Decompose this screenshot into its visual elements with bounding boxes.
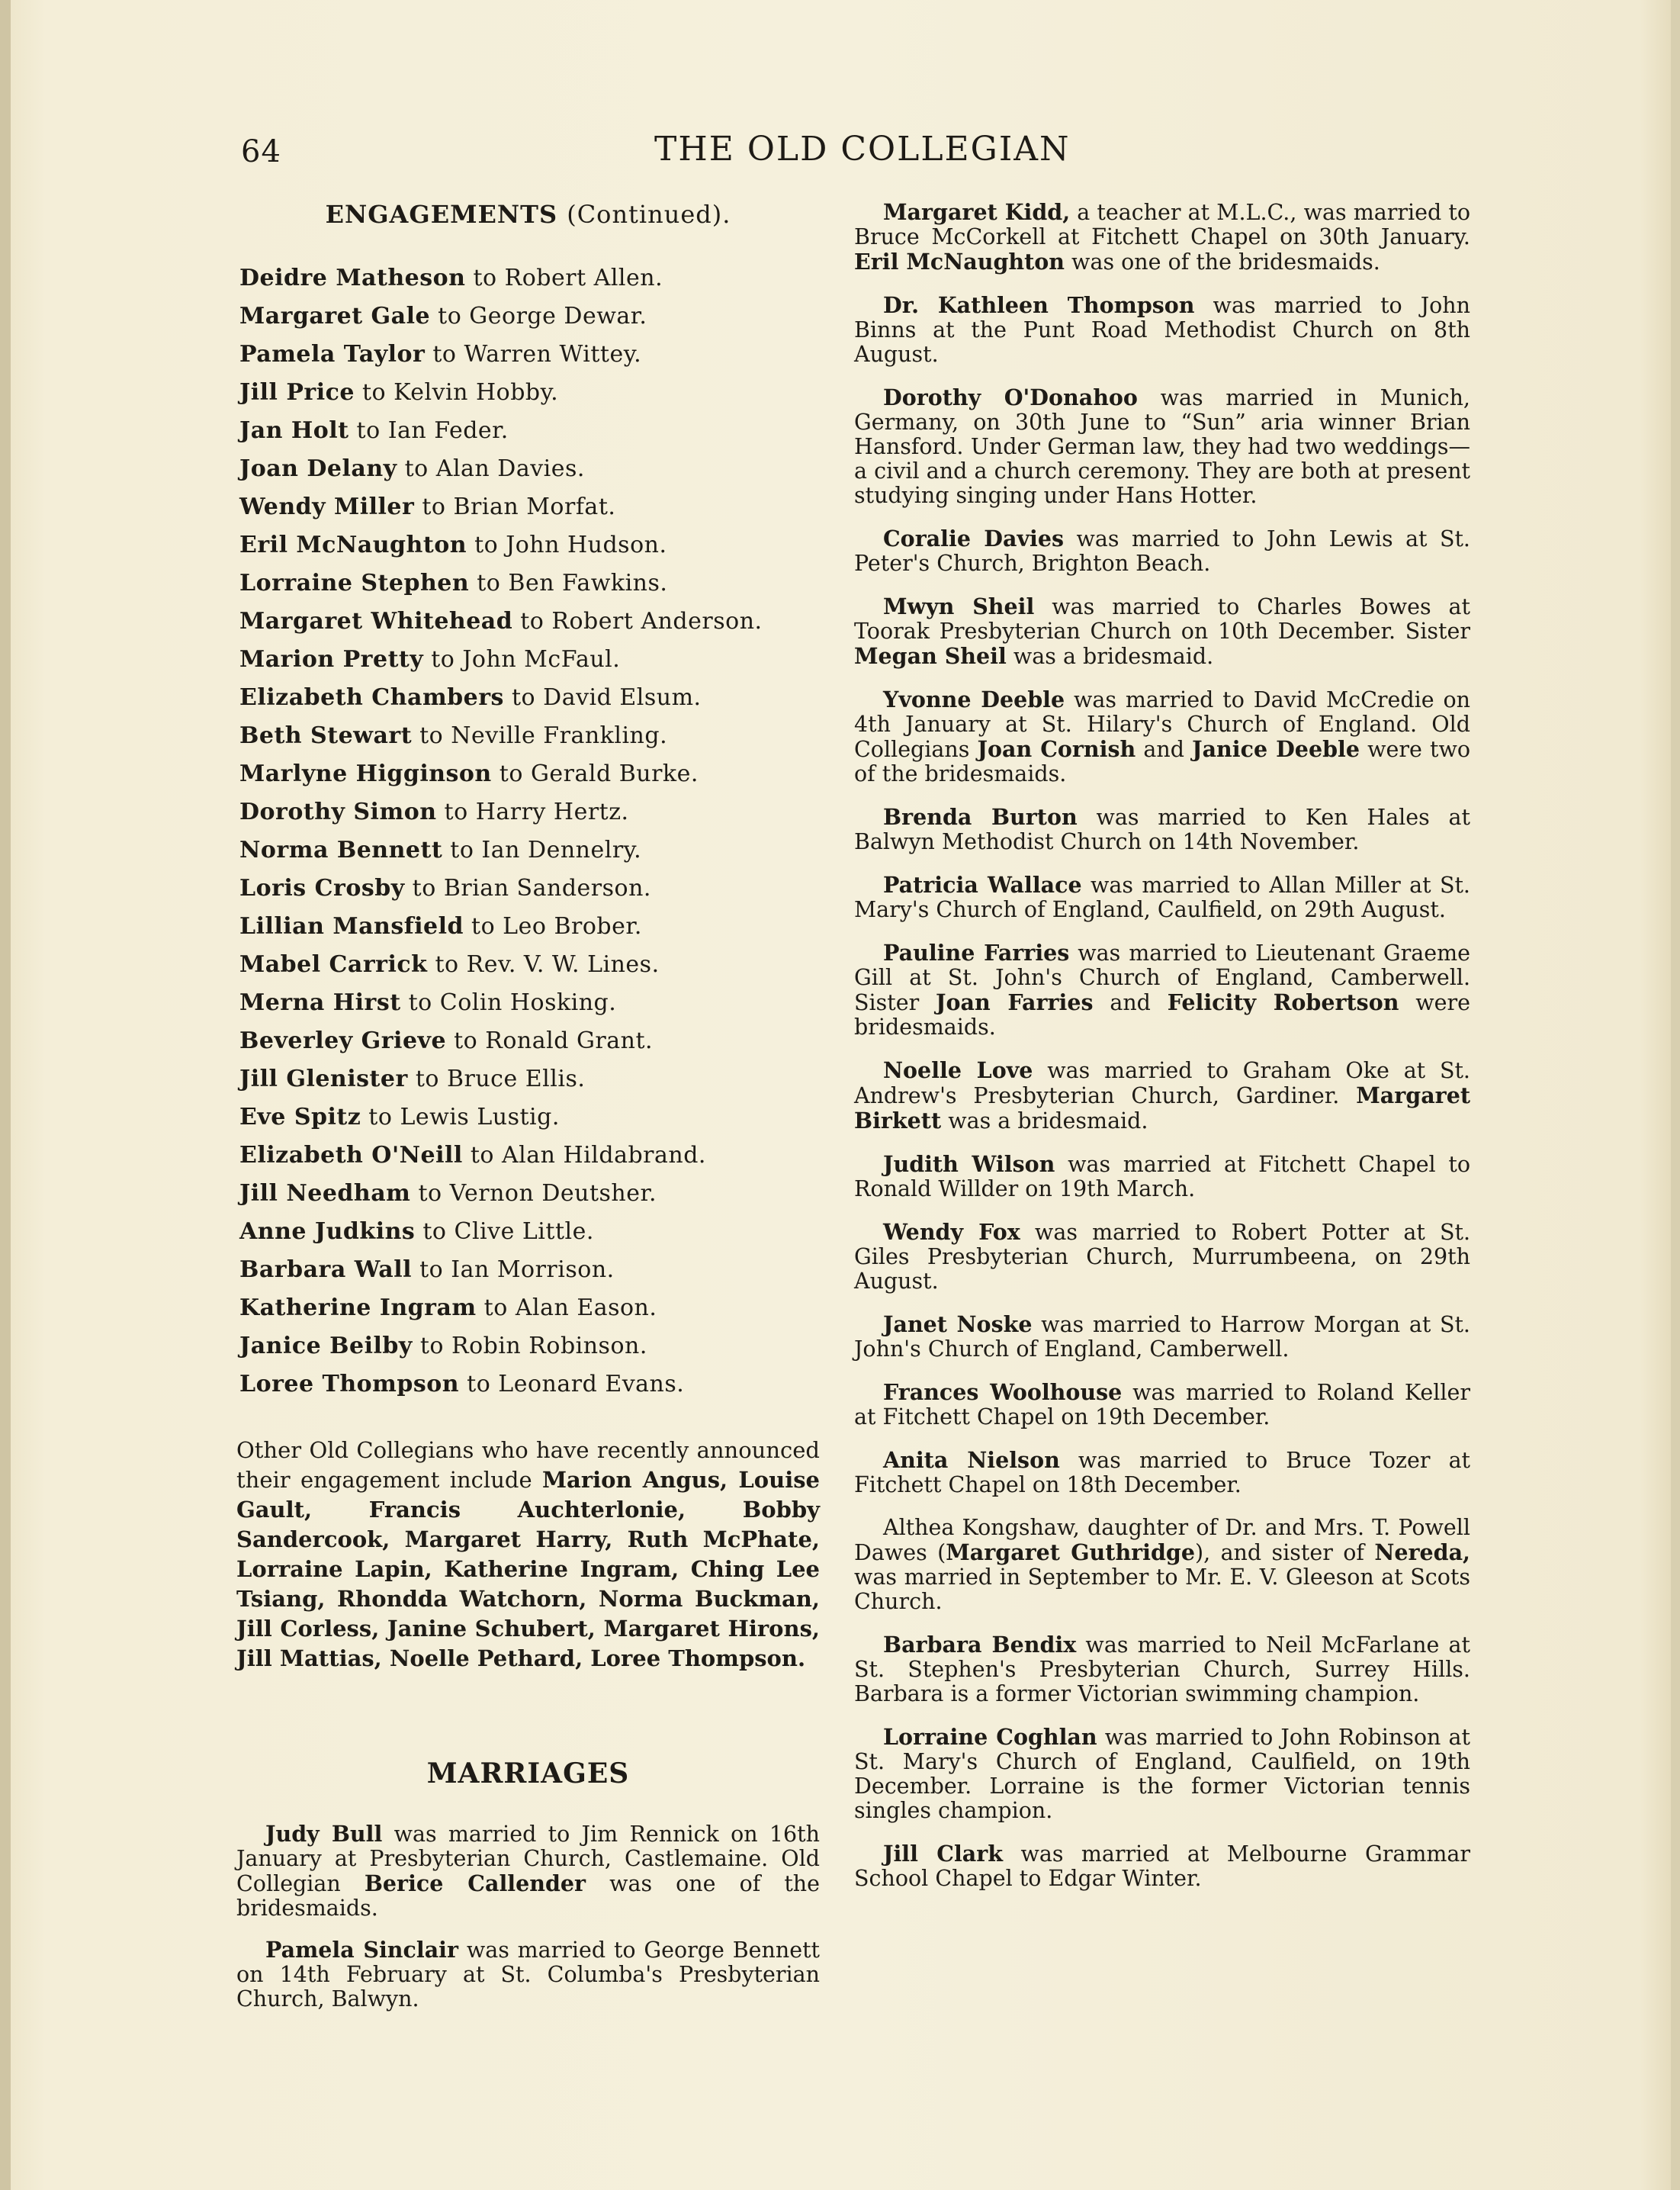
marriage-text: was a bridesmaid. (1006, 644, 1214, 669)
engagement-item (239, 679, 820, 717)
engagement-partner: to David Elsum. (503, 684, 702, 711)
engagement-item (239, 1327, 820, 1365)
marriage-paragraph (854, 385, 1470, 508)
engagement-name: Marion Pretty (239, 646, 424, 673)
marriage-text: was one of the bridesmaids. (236, 1871, 820, 1921)
engagement-partner: to George Dewar. (430, 303, 647, 330)
page-edge-shadow (1671, 0, 1680, 2190)
marriage-text: was a bridesmaid. (941, 1108, 1148, 1134)
marriage-text: was married to Roland Keller at Fitchett Chapel on 19th December. (854, 1380, 1471, 1429)
marriage-text: was married at Fitchett Chapel to Ronald Willder on 19th March. (854, 1152, 1470, 1201)
engagement-name: Norma Bennett (239, 837, 443, 863)
engagement-name: Margaret Gale (239, 303, 431, 330)
other-engagements-names: Marion Angus, Louise Gault, Francis Auchterlonie, Bobby Sandercook, Margaret Harry, Ruth McPhate, Lorraine Lapin, Katherine Ingram, Ching Lee Tsiang, Rhondda Watchorn, Norma Buckman, Jill Corless, Janine Schubert, Margaret Hirons, Jill Mattias, Noelle Pethard, Loree Thompson. (236, 1467, 820, 1671)
marriage-name: Berice Callender (364, 1870, 586, 1896)
engagement-item (239, 1060, 820, 1098)
marriage-text: was married to George Bennett on 14th February at St. Columba's Presbyterian Church, Balwyn. (236, 1938, 820, 2012)
engagement-partner: to Ben Fawkins. (469, 570, 668, 597)
marriage-paragraph (854, 1448, 1470, 1497)
marriage-text: was married to Neil McFarlane at St. Stephen's Presbyterian Church, Surrey Hills. Barbara is a former Victorian swimming champion. (854, 1632, 1471, 1706)
engagement-item (239, 488, 820, 526)
engagement-partner: to Rev. V. W. Lines. (427, 951, 660, 978)
marriage-name: Lorraine Coghlan (883, 1724, 1097, 1750)
engagement-item (239, 1365, 820, 1404)
engagement-name: Eril McNaughton (239, 532, 467, 558)
marriage-paragraph (854, 1058, 1470, 1134)
marriage-text: was married to John Robinson at St. Mary's Church of England, Caulfield, on 19th December. Lorraine is the former Victorian tennis singles champion. (854, 1725, 1470, 1823)
marriage-text: was one of the bridesmaids. (1065, 249, 1380, 275)
engagement-partner: to Bruce Ellis. (407, 1066, 586, 1092)
marriage-text: was married in Munich, Germany, on 30th June to “Sun” aria winner Brian Hansford. Under German law, they had two weddings—a civil and a church ceremony. They are both at present studying singing under Hans Hotter. (854, 385, 1470, 508)
marriage-name: Margaret Kidd, (883, 199, 1071, 225)
engagement-partner: to Lewis Lustig. (361, 1104, 560, 1130)
marriage-text: Althea Kongshaw, daughter of Dr. and Mrs. T. Powell Dawes ( (854, 1515, 1470, 1565)
marriage-name: Dr. Kathleen Thompson (883, 292, 1195, 318)
other-engagements-paragraph (236, 1436, 820, 1674)
marriage-name: Janet Noske (883, 1311, 1033, 1337)
page-edge-shadow (0, 0, 11, 2190)
engagement-partner: to Robert Allen. (465, 265, 663, 291)
engagement-item (239, 374, 820, 412)
engagement-name: Barbara Wall (239, 1256, 413, 1283)
engagement-partner: to Alan Hildabrand. (462, 1142, 706, 1169)
marriage-name: Megan Sheil (854, 643, 1007, 669)
engagement-item (239, 1137, 820, 1175)
engagements-heading (236, 200, 820, 229)
engagements-heading-text: ENGAGEMENTS (325, 200, 558, 229)
engagement-item (239, 1213, 820, 1251)
engagement-name: Deidre Matheson (239, 265, 466, 291)
left-column (236, 200, 820, 2028)
engagement-partner: to Ian Morrison. (412, 1256, 615, 1283)
engagement-name: Beverley Grieve (239, 1027, 447, 1054)
marriage-text: was married to Ken Hales at Balwyn Methodist Church on 14th November. (854, 805, 1470, 854)
marriage-paragraph (854, 594, 1470, 669)
engagement-item (239, 297, 820, 336)
engagement-item (239, 984, 820, 1022)
engagement-item (239, 870, 820, 908)
marriage-name: Frances Woolhouse (883, 1379, 1123, 1405)
engagement-item (239, 1098, 820, 1137)
marriage-name: Dorothy O'Donahoo (883, 384, 1138, 410)
engagement-name: Loree Thompson (239, 1371, 460, 1397)
engagement-partner: to Robert Anderson. (512, 608, 763, 635)
marriage-paragraph (236, 1822, 820, 1921)
engagement-name: Anne Judkins (239, 1218, 416, 1245)
engagement-name: Elizabeth Chambers (239, 684, 504, 711)
engagement-item (239, 564, 820, 603)
page-number: 64 (241, 134, 281, 169)
marriage-text: were two of the bridesmaids. (854, 737, 1470, 786)
marriage-text: was married to Jim Rennick on 16th January at Presbyterian Church, Castlemaine. Old Collegian (236, 1822, 820, 1896)
marriage-text: was married at Melbourne Grammar School Chapel to Edgar Winter. (854, 1841, 1470, 1891)
engagement-partner: to Warren Wittey. (425, 341, 642, 368)
engagement-item (239, 755, 820, 793)
marriage-name: Mwyn Sheil (883, 593, 1035, 619)
other-engagements-intro: Other Old Collegians who have recently announced their engagement include (236, 1437, 820, 1493)
engagement-partner: to Ian Feder. (349, 417, 509, 444)
engagement-partner: to Ian Dennelry. (442, 837, 642, 863)
marriage-name: Wendy Fox (883, 1219, 1020, 1245)
marriage-name: Barbara Bendix (883, 1632, 1077, 1658)
engagement-name: Beth Stewart (239, 722, 413, 749)
engagement-partner: to Alan Davies. (397, 455, 585, 482)
marriage-text: was married in September to Mr. E. V. Gleeson at Scots Church. (854, 1565, 1470, 1614)
marriage-paragraph (854, 1516, 1470, 1614)
marriage-paragraph (854, 1632, 1470, 1706)
marriage-text: was married to David McCredie on 4th January at St. Hilary's Church of England. Old Collegians (854, 687, 1470, 762)
engagement-item (239, 1175, 820, 1213)
marriage-name: Nereda, (1374, 1539, 1470, 1565)
engagement-item (239, 831, 820, 870)
marriage-name: Patricia Wallace (883, 872, 1082, 898)
marriage-text: was married to Lieutenant Graeme Gill at St. John's Church of England, Camberwell. Sister (854, 941, 1470, 1015)
marriage-text: was married to Robert Potter at St. Giles Presbyterian Church, Murrumbeena, on 29th August. (854, 1220, 1470, 1294)
marriage-paragraph (854, 1152, 1470, 1201)
engagement-partner: to Leo Brober. (463, 913, 642, 940)
engagements-list (239, 259, 820, 1404)
marriage-name: Judy Bull (265, 1821, 383, 1847)
engagement-item (239, 946, 820, 984)
engagement-partner: to Alan Eason. (476, 1294, 657, 1321)
engagement-name: Joan Delany (239, 455, 397, 482)
engagement-name: Jill Glenister (239, 1066, 408, 1092)
marriage-paragraph (854, 200, 1470, 275)
engagement-name: Dorothy Simon (239, 799, 437, 825)
engagement-name: Pamela Taylor (239, 341, 426, 368)
engagement-item (239, 259, 820, 297)
marriages-heading: MARRIAGES (426, 1757, 630, 1790)
marriage-paragraph (854, 687, 1470, 786)
engagement-name: Jill Price (239, 379, 355, 406)
marriage-paragraph (854, 1312, 1470, 1362)
marriage-name: Eril McNaughton (854, 249, 1065, 275)
marriage-text: and (1093, 990, 1168, 1015)
engagement-name: Eve Spitz (239, 1104, 361, 1130)
engagement-partner: to Leonard Evans. (459, 1371, 685, 1397)
marriage-name: Janice Deeble (1192, 736, 1360, 762)
engagement-name: Jill Needham (239, 1180, 411, 1207)
marriage-name: Margaret Birkett (854, 1082, 1470, 1134)
engagement-partner: to Clive Little. (415, 1218, 594, 1245)
engagement-partner: to John McFaul. (423, 646, 621, 673)
engagement-item (239, 526, 820, 564)
marriage-text: and (1136, 737, 1193, 762)
marriage-name: Felicity Robertson (1167, 989, 1399, 1015)
running-head-title: THE OLD COLLEGIAN (654, 130, 1071, 169)
engagement-partner: to Brian Sanderson. (404, 875, 651, 902)
marriage-paragraph (854, 293, 1470, 367)
marriage-name: Yvonne Deeble (883, 687, 1065, 712)
marriage-text: a teacher at M.L.C., was married to Bruce McCorkell at Fitchett Chapel on 30th January. (854, 200, 1470, 249)
marriage-text: was married to John Lewis at St. Peter's Church, Brighton Beach. (854, 526, 1470, 576)
engagement-item (239, 717, 820, 755)
marriage-name: Judith Wilson (883, 1151, 1055, 1177)
marriage-name: Pamela Sinclair (265, 1937, 459, 1963)
marriage-paragraph (854, 1220, 1470, 1294)
engagement-partner: to Ronald Grant. (446, 1027, 654, 1054)
engagement-partner: to Kelvin Hobby. (354, 379, 559, 406)
engagement-partner: to Robin Robinson. (412, 1333, 647, 1359)
engagement-partner: to Harry Hertz. (436, 799, 629, 825)
engagement-name: Jan Holt (239, 417, 349, 444)
engagement-item (239, 603, 820, 641)
marriage-paragraph (236, 1938, 820, 2012)
engagement-item (239, 1289, 820, 1327)
engagement-name: Katherine Ingram (239, 1294, 477, 1321)
engagement-partner: to Neville Frankling. (412, 722, 668, 749)
engagement-partner: to Colin Hosking. (400, 989, 617, 1016)
marriage-paragraph (854, 873, 1470, 922)
engagement-name: Wendy Miller (239, 494, 415, 520)
engagement-item (239, 1022, 820, 1060)
engagement-name: Lorraine Stephen (239, 570, 470, 597)
engagement-name: Lillian Mansfield (239, 913, 464, 940)
engagement-item (239, 412, 820, 450)
marriage-name: Joan Cornish (977, 736, 1136, 762)
marriage-paragraph (854, 941, 1470, 1040)
engagement-partner: to Brian Morfat. (414, 494, 616, 520)
right-column (854, 200, 1470, 1909)
marriage-name: Coralie Davies (883, 526, 1065, 552)
marriage-paragraph (854, 1841, 1470, 1891)
marriage-paragraph (854, 1725, 1470, 1823)
engagements-heading-suffix: (Continued). (567, 200, 731, 229)
marriage-text: was married to Graham Oke at St. Andrew's Presbyterian Church, Gardiner. (854, 1058, 1470, 1108)
marriage-paragraph (854, 1380, 1470, 1429)
engagement-name: Marlyne Higginson (239, 761, 492, 787)
marriage-text: was married to Charles Bowes at Toorak Presbyterian Church on 10th December. Sister (854, 594, 1470, 644)
marriage-text: ), and sister of (1195, 1540, 1375, 1565)
marriage-text: were bridesmaids. (854, 990, 1470, 1040)
engagement-item (239, 1251, 820, 1289)
marriage-name: Jill Clark (883, 1841, 1004, 1867)
marriage-text: was married to John Binns at the Punt Road Methodist Church on 8th August. (854, 293, 1470, 367)
marriage-text: was married to Allan Miller at St. Mary's Church of England, Caulfield, on 29th August. (854, 873, 1470, 922)
marriage-name: Noelle Love (883, 1057, 1033, 1083)
engagement-item (239, 641, 820, 679)
engagement-name: Margaret Whitehead (239, 608, 513, 635)
engagement-name: Elizabeth O'Neill (239, 1142, 463, 1169)
marriage-name: Joan Farries (936, 989, 1094, 1015)
engagement-item (239, 336, 820, 374)
marriage-text: was married to Bruce Tozer at Fitchett Chapel on 18th December. (854, 1448, 1471, 1497)
marriage-name: Brenda Burton (883, 804, 1078, 830)
marriage-text: was married to Harrow Morgan at St. John's Church of England, Camberwell. (854, 1312, 1470, 1362)
marriage-name: Margaret Guthridge (946, 1539, 1195, 1565)
marriages-left-paragraphs (236, 1822, 820, 2012)
marriage-paragraph (854, 805, 1470, 854)
marriage-name: Pauline Farries (883, 940, 1070, 966)
engagement-name: Janice Beilby (239, 1333, 413, 1359)
engagement-name: Loris Crosby (239, 875, 405, 902)
engagement-name: Merna Hirst (239, 989, 401, 1016)
engagement-partner: to Gerald Burke. (491, 761, 699, 787)
marriage-name: Anita Nielson (883, 1447, 1060, 1473)
engagement-partner: to John Hudson. (467, 532, 667, 558)
engagement-item (239, 908, 820, 946)
engagement-item (239, 793, 820, 831)
engagement-name: Mabel Carrick (239, 951, 428, 978)
marriage-paragraph (854, 526, 1470, 576)
engagement-partner: to Vernon Deutsher. (410, 1180, 657, 1207)
engagement-item (239, 450, 820, 488)
